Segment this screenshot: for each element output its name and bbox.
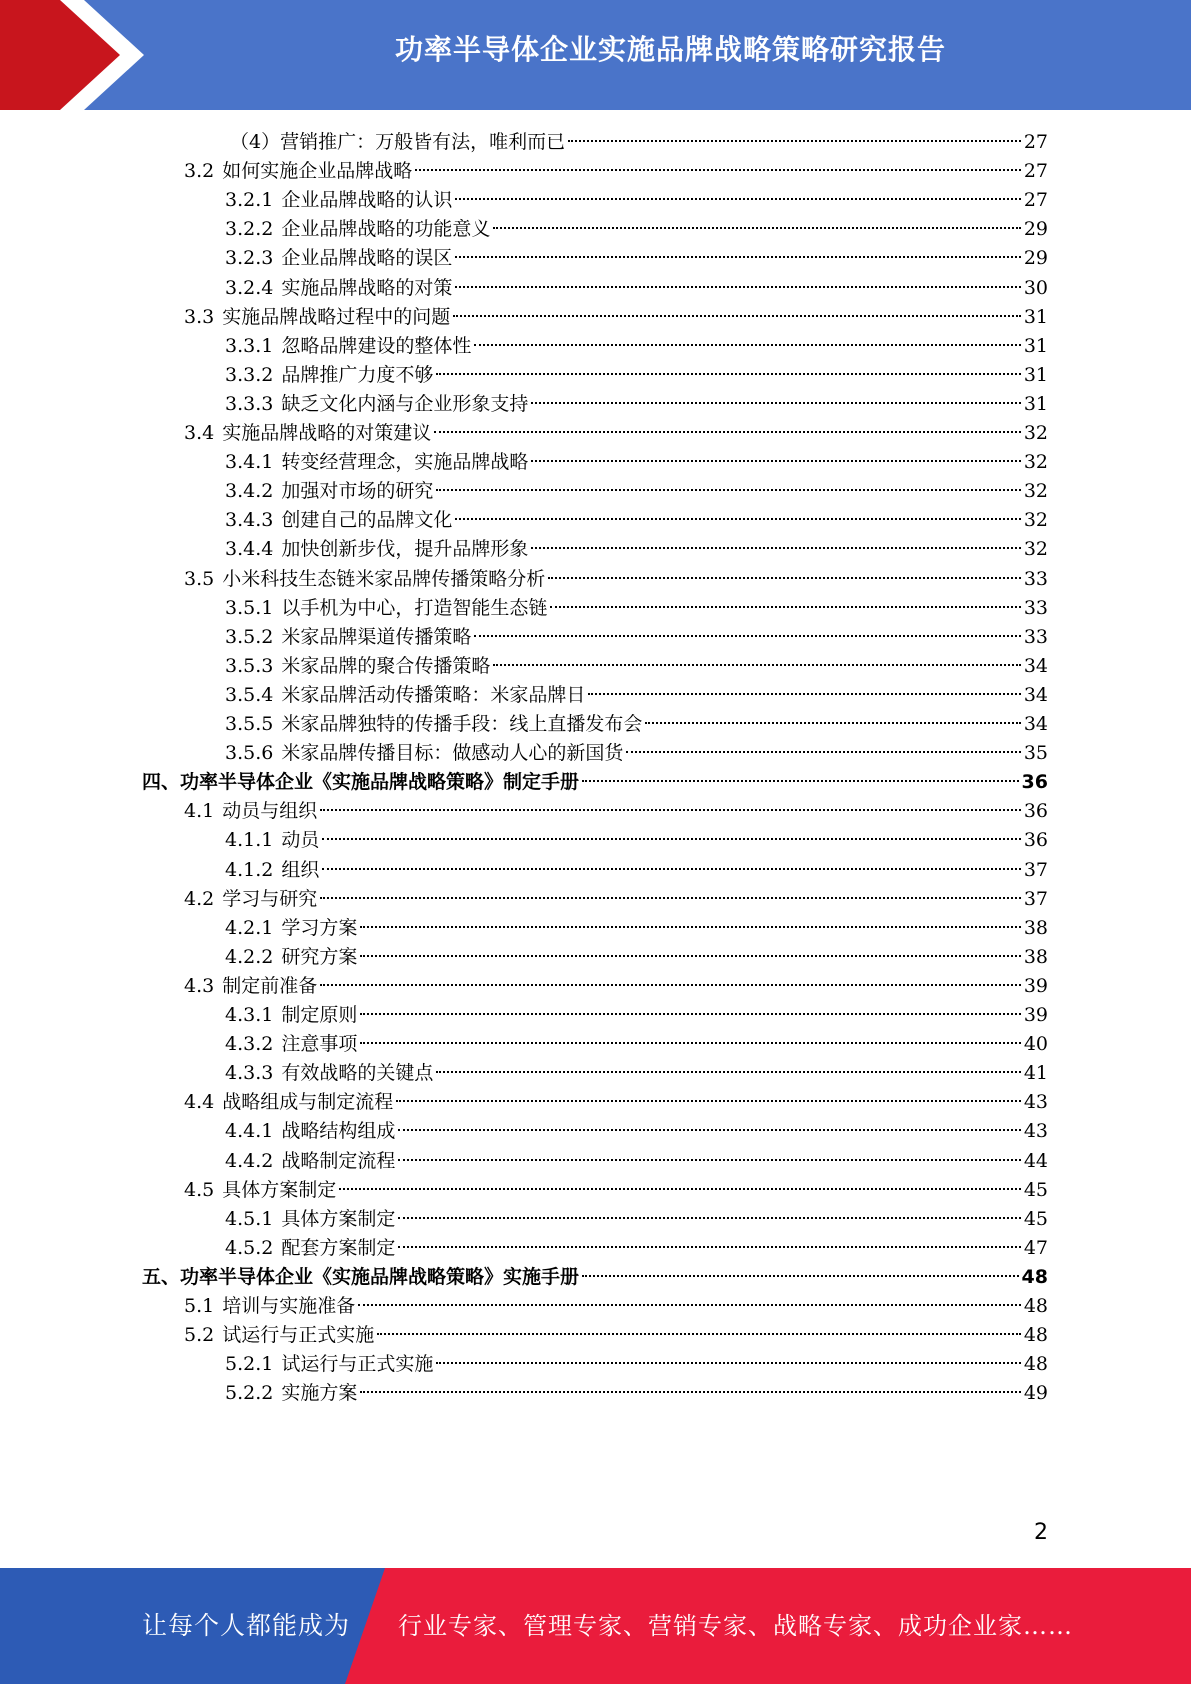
toc-entry-page: 38 <box>1023 946 1048 968</box>
toc-entry[interactable] <box>225 942 1048 973</box>
toc-entry-label: 米家品牌传播目标：做感动人心的新国货 <box>281 742 624 764</box>
toc-dot-leader <box>493 664 1020 666</box>
toc-entry-label: 米家品牌活动传播策略：米家品牌日 <box>281 684 586 706</box>
toc-entry-number: 4.3.3 <box>225 1062 274 1084</box>
toc-entry-label: 米家品牌的聚合传播策略 <box>281 655 491 677</box>
toc-entry[interactable] <box>184 302 1048 333</box>
toc-entry[interactable] <box>225 214 1048 245</box>
toc-entry-number: 4.2.2 <box>225 946 274 968</box>
toc-entry-page: 48 <box>1023 1295 1048 1317</box>
toc-entry-number: 3.5 <box>184 568 215 590</box>
toc-entry-number: 3.2.4 <box>225 277 274 299</box>
toc-entry-label: 动员 <box>281 829 320 851</box>
toc-dot-leader <box>550 606 1020 608</box>
toc-entry-number: 5.2.2 <box>225 1382 274 1404</box>
toc-dot-leader <box>493 227 1020 229</box>
toc-entry[interactable] <box>184 1087 1048 1118</box>
toc-entry[interactable] <box>184 1320 1048 1351</box>
toc-entry-number: 3.2.1 <box>225 189 274 211</box>
toc-entry-label: 企业品牌战略的功能意义 <box>281 218 491 240</box>
toc-dot-leader <box>568 140 1021 142</box>
toc-entry-label: 企业品牌战略的误区 <box>281 247 453 269</box>
toc-entry-page: 43 <box>1023 1091 1048 1113</box>
toc-entry-page: 33 <box>1023 626 1048 648</box>
toc-entry[interactable] <box>184 1175 1048 1206</box>
toc-entry-number: 3.2.3 <box>225 247 274 269</box>
toc-entry-number: 3.5.1 <box>225 597 274 619</box>
header-banner <box>0 0 1191 110</box>
toc-entry-label: 配套方案制定 <box>281 1237 396 1259</box>
footer-slogan-right: 行业专家、管理专家、营销专家、战略专家、成功企业家…… <box>398 1612 1073 1640</box>
toc-dot-leader <box>358 1304 1021 1306</box>
toc-entry-label: 学习与研究 <box>222 888 318 910</box>
toc-entry-number: 3.2.2 <box>225 218 274 240</box>
toc-entry[interactable] <box>225 855 1048 886</box>
toc-dot-leader <box>436 489 1020 491</box>
toc-entry-number: 3.3.3 <box>225 393 274 415</box>
toc-entry[interactable] <box>225 1058 1048 1089</box>
toc-entry[interactable] <box>225 1349 1048 1380</box>
toc-entry[interactable] <box>225 185 1048 216</box>
toc-dot-leader <box>360 1013 1020 1015</box>
toc-entry-label: 战略结构组成 <box>281 1120 396 1142</box>
toc-entry[interactable] <box>225 825 1048 856</box>
toc-entry-label: 制定原则 <box>281 1004 358 1026</box>
toc-entry-page: 37 <box>1023 859 1048 881</box>
toc-entry-page: 48 <box>1023 1353 1048 1375</box>
toc-entry-label: 如何实施企业品牌战略 <box>222 160 413 182</box>
toc-entry[interactable] <box>225 1146 1048 1177</box>
toc-dot-leader <box>531 460 1020 462</box>
toc-entry-page: 29 <box>1023 247 1048 269</box>
toc-dot-leader <box>531 547 1020 549</box>
toc-entry[interactable] <box>225 331 1048 362</box>
toc-entry[interactable] <box>225 593 1048 624</box>
toc-dot-leader <box>398 1246 1020 1248</box>
toc-entry-number: 5.1 <box>184 1295 215 1317</box>
toc-dot-leader <box>360 926 1020 928</box>
toc-entry-label: 实施品牌战略的对策建议 <box>222 422 432 444</box>
toc-dot-leader <box>322 838 1020 840</box>
toc-entry-page: 32 <box>1023 538 1048 560</box>
toc-entry-number: 3.2 <box>184 160 215 182</box>
toc-entry[interactable] <box>225 447 1048 478</box>
toc-entry-label: 注意事项 <box>281 1033 358 1055</box>
toc-dot-leader <box>360 955 1020 957</box>
toc-entry-page: 29 <box>1023 218 1048 240</box>
toc-dot-leader <box>455 256 1020 258</box>
toc-entry-page: 33 <box>1023 568 1048 590</box>
toc-entry-page: 35 <box>1023 742 1048 764</box>
toc-entry-label: 实施品牌战略的对策 <box>281 277 453 299</box>
toc-entry-number: 4.4 <box>184 1091 215 1113</box>
toc-entry-label: 研究方案 <box>281 946 358 968</box>
toc-entry-number: 3.3 <box>184 306 215 328</box>
toc-entry-page: 31 <box>1023 335 1048 357</box>
toc-entry[interactable] <box>225 1000 1048 1031</box>
toc-entry-page: 38 <box>1023 917 1048 939</box>
toc-dot-leader <box>415 169 1021 171</box>
toc-dot-leader <box>377 1333 1021 1335</box>
toc-entry-label: 创建自己的品牌文化 <box>281 509 453 531</box>
footer-slogan-left: 让每个人都能成为 <box>142 1611 351 1640</box>
toc-entry[interactable] <box>184 1291 1048 1322</box>
toc-entry-number: 3.4.3 <box>225 509 274 531</box>
toc-entry[interactable] <box>225 622 1048 653</box>
toc-dot-leader <box>436 1071 1020 1073</box>
toc-entry[interactable] <box>184 156 1048 187</box>
toc-entry-page: 37 <box>1023 888 1048 910</box>
toc-entry-number: 4.2.1 <box>225 917 274 939</box>
toc-entry-number: 4.5.1 <box>225 1208 274 1230</box>
toc-entry-page: 32 <box>1023 509 1048 531</box>
toc-entry-label: 制定前准备 <box>222 975 318 997</box>
toc-entry-page: 27 <box>1023 131 1048 153</box>
toc-entry-number: 3.4 <box>184 422 215 444</box>
toc-entry-page: 45 <box>1023 1179 1048 1201</box>
toc-entry-label: 战略组成与制定流程 <box>222 1091 394 1113</box>
toc-entry-number: 3.4.4 <box>225 538 274 560</box>
toc-entry-label: 有效战略的关键点 <box>281 1062 434 1084</box>
toc-entry-label: 米家品牌渠道传播策略 <box>281 626 472 648</box>
toc-entry-page: 32 <box>1023 422 1048 444</box>
toc-entry-label: 具体方案制定 <box>281 1208 396 1230</box>
toc-entry[interactable] <box>184 418 1048 449</box>
toc-entry[interactable] <box>225 273 1048 304</box>
toc-entry-page: 39 <box>1023 975 1048 997</box>
toc-entry-number: 3.4.2 <box>225 480 274 502</box>
toc-dot-leader <box>320 809 1021 811</box>
toc-entry-page: 33 <box>1023 597 1048 619</box>
toc-entry-label: 五、功率半导体企业《实施品牌战略策略》实施手册 <box>142 1266 580 1288</box>
toc-entry-label: 动员与组织 <box>222 800 318 822</box>
toc-entry-label: 实施品牌战略过程中的问题 <box>222 306 451 328</box>
toc-entry-page: 49 <box>1023 1382 1048 1404</box>
toc-entry-page: 34 <box>1023 713 1048 735</box>
toc-dot-leader <box>531 402 1020 404</box>
toc-entry-page: 36 <box>1021 771 1048 793</box>
toc-entry-page: 31 <box>1023 306 1048 328</box>
toc-entry-page: 40 <box>1023 1033 1048 1055</box>
toc-entry[interactable] <box>230 127 1048 158</box>
toc-entry-page: 27 <box>1023 160 1048 182</box>
toc-entry-number: 4.3.1 <box>225 1004 274 1026</box>
toc-entry-label: 以手机为中心，打造智能生态链 <box>281 597 548 619</box>
toc-entry-number: 3.5.2 <box>225 626 274 648</box>
page-title: 功率半导体企业实施品牌战略策略研究报告 <box>394 33 946 66</box>
toc-entry-label: 试运行与正式实施 <box>281 1353 434 1375</box>
toc-entry-page: 48 <box>1021 1266 1048 1288</box>
toc-dot-leader <box>398 1159 1020 1161</box>
toc-entry-number: 3.4.1 <box>225 451 274 473</box>
toc-entry[interactable] <box>142 1262 1048 1293</box>
toc-entry-label: 企业品牌战略的认识 <box>281 189 453 211</box>
toc-dot-leader <box>588 693 1020 695</box>
toc-entry-label: 培训与实施准备 <box>222 1295 356 1317</box>
toc-entry[interactable] <box>184 884 1048 915</box>
toc-dot-leader <box>455 198 1020 200</box>
toc-entry-number: 4.3.2 <box>225 1033 274 1055</box>
toc-entry[interactable] <box>225 1233 1048 1264</box>
toc-entry-page: 30 <box>1023 277 1048 299</box>
toc-entry-number: 4.4.2 <box>225 1150 274 1172</box>
toc-entry-label: 加强对市场的研究 <box>281 480 434 502</box>
toc-entry[interactable] <box>225 709 1048 740</box>
toc-entry-page: 36 <box>1023 800 1048 822</box>
toc-entry-label: 小米科技生态链米家品牌传播策略分析 <box>222 568 546 590</box>
toc-entry-label: （4）营销推广：万般皆有法，唯利而已 <box>230 131 566 153</box>
toc-dot-leader <box>548 577 1021 579</box>
toc-entry-number: 3.3.1 <box>225 335 274 357</box>
toc-entry-label: 忽略品牌建设的整体性 <box>281 335 472 357</box>
toc-entry[interactable] <box>184 971 1048 1002</box>
toc-entry-number: 5.2.1 <box>225 1353 274 1375</box>
toc-entry-label: 加快创新步伐，提升品牌形象 <box>281 538 529 560</box>
toc-entry-page: 43 <box>1023 1120 1048 1142</box>
toc-dot-leader <box>474 344 1020 346</box>
toc-entry-label: 品牌推广力度不够 <box>281 364 434 386</box>
toc-dot-leader <box>360 1042 1020 1044</box>
toc-entry-label: 学习方案 <box>281 917 358 939</box>
toc-entry-number: 4.4.1 <box>225 1120 274 1142</box>
toc-dot-leader <box>320 984 1021 986</box>
toc-entry[interactable] <box>225 738 1048 769</box>
toc-entry-page: 31 <box>1023 364 1048 386</box>
toc-entry-number: 3.5.6 <box>225 742 274 764</box>
toc-entry-number: 3.3.2 <box>225 364 274 386</box>
toc-entry-number: 4.2 <box>184 888 215 910</box>
toc-entry-label: 组织 <box>281 859 320 881</box>
toc-entry-label: 具体方案制定 <box>222 1179 337 1201</box>
page-number: 2 <box>1034 1520 1048 1545</box>
toc-entry-label: 实施方案 <box>281 1382 358 1404</box>
toc-entry-number: 3.5.3 <box>225 655 274 677</box>
toc-dot-leader <box>582 780 1019 782</box>
toc-entry-page: 44 <box>1023 1150 1048 1172</box>
toc-entry-number: 3.5.5 <box>225 713 274 735</box>
toc-entry[interactable] <box>225 1378 1048 1409</box>
toc-entry-number: 4.5.2 <box>225 1237 274 1259</box>
toc-entry[interactable] <box>142 767 1048 798</box>
toc-entry[interactable] <box>184 564 1048 595</box>
toc-dot-leader <box>626 751 1020 753</box>
toc-entry-number: 5.2 <box>184 1324 215 1346</box>
toc-entry-page: 32 <box>1023 451 1048 473</box>
toc-entry-page: 47 <box>1023 1237 1048 1259</box>
toc-entry[interactable] <box>225 505 1048 536</box>
toc-entry-label: 试运行与正式实施 <box>222 1324 375 1346</box>
toc-entry[interactable] <box>225 913 1048 944</box>
toc-dot-leader <box>582 1275 1019 1277</box>
toc-dot-leader <box>396 1100 1021 1102</box>
toc-entry-number: 4.5 <box>184 1179 215 1201</box>
toc-dot-leader <box>453 315 1021 317</box>
toc-entry[interactable] <box>225 1029 1048 1060</box>
toc-entry[interactable] <box>225 1204 1048 1235</box>
toc-entry-page: 48 <box>1023 1324 1048 1346</box>
toc-entry-number: 4.3 <box>184 975 215 997</box>
toc-dot-leader <box>320 897 1021 899</box>
toc-entry-number: 4.1.1 <box>225 829 274 851</box>
toc-entry-number: 3.5.4 <box>225 684 274 706</box>
toc-entry[interactable] <box>225 360 1048 391</box>
toc-entry-number: 4.1.2 <box>225 859 274 881</box>
toc-entry[interactable] <box>225 680 1048 711</box>
toc-entry-page: 39 <box>1023 1004 1048 1026</box>
toc-entry-page: 36 <box>1023 829 1048 851</box>
toc-entry-label: 转变经营理念，实施品牌战略 <box>281 451 529 473</box>
toc-entry-page: 31 <box>1023 393 1048 415</box>
toc-dot-leader <box>398 1129 1020 1131</box>
toc-entry-page: 27 <box>1023 189 1048 211</box>
toc-dot-leader <box>360 1391 1020 1393</box>
toc-entry-label: 战略制定流程 <box>281 1150 396 1172</box>
toc-entry[interactable] <box>225 651 1048 682</box>
toc-dot-leader <box>398 1217 1020 1219</box>
toc-entry[interactable] <box>225 534 1048 565</box>
toc-entry-page: 34 <box>1023 684 1048 706</box>
toc-entry-page: 45 <box>1023 1208 1048 1230</box>
toc-entry-label: 缺乏文化内涵与企业形象支持 <box>281 393 529 415</box>
toc-entry[interactable] <box>225 389 1048 420</box>
toc-entry-label: 米家品牌独特的传播手段：线上直播发布会 <box>281 713 643 735</box>
toc-dot-leader <box>645 722 1020 724</box>
toc-entry-page: 34 <box>1023 655 1048 677</box>
toc-dot-leader <box>436 1362 1020 1364</box>
toc-entry[interactable] <box>225 1116 1048 1147</box>
toc-dot-leader <box>322 868 1020 870</box>
toc-dot-leader <box>434 431 1021 433</box>
footer-banner <box>0 1568 1191 1684</box>
toc-entry-page: 32 <box>1023 480 1048 502</box>
toc-dot-leader <box>339 1188 1021 1190</box>
toc-dot-leader <box>455 286 1020 288</box>
toc-entry[interactable] <box>225 243 1048 274</box>
toc-entry-page: 41 <box>1023 1062 1048 1084</box>
toc-dot-leader <box>474 635 1020 637</box>
toc-dot-leader <box>436 373 1020 375</box>
toc-entry-label: 四、功率半导体企业《实施品牌战略策略》制定手册 <box>142 771 580 793</box>
toc-entry[interactable] <box>184 796 1048 827</box>
toc-dot-leader <box>455 518 1020 520</box>
toc-entry-number: 4.1 <box>184 800 215 822</box>
toc-entry[interactable] <box>225 476 1048 507</box>
